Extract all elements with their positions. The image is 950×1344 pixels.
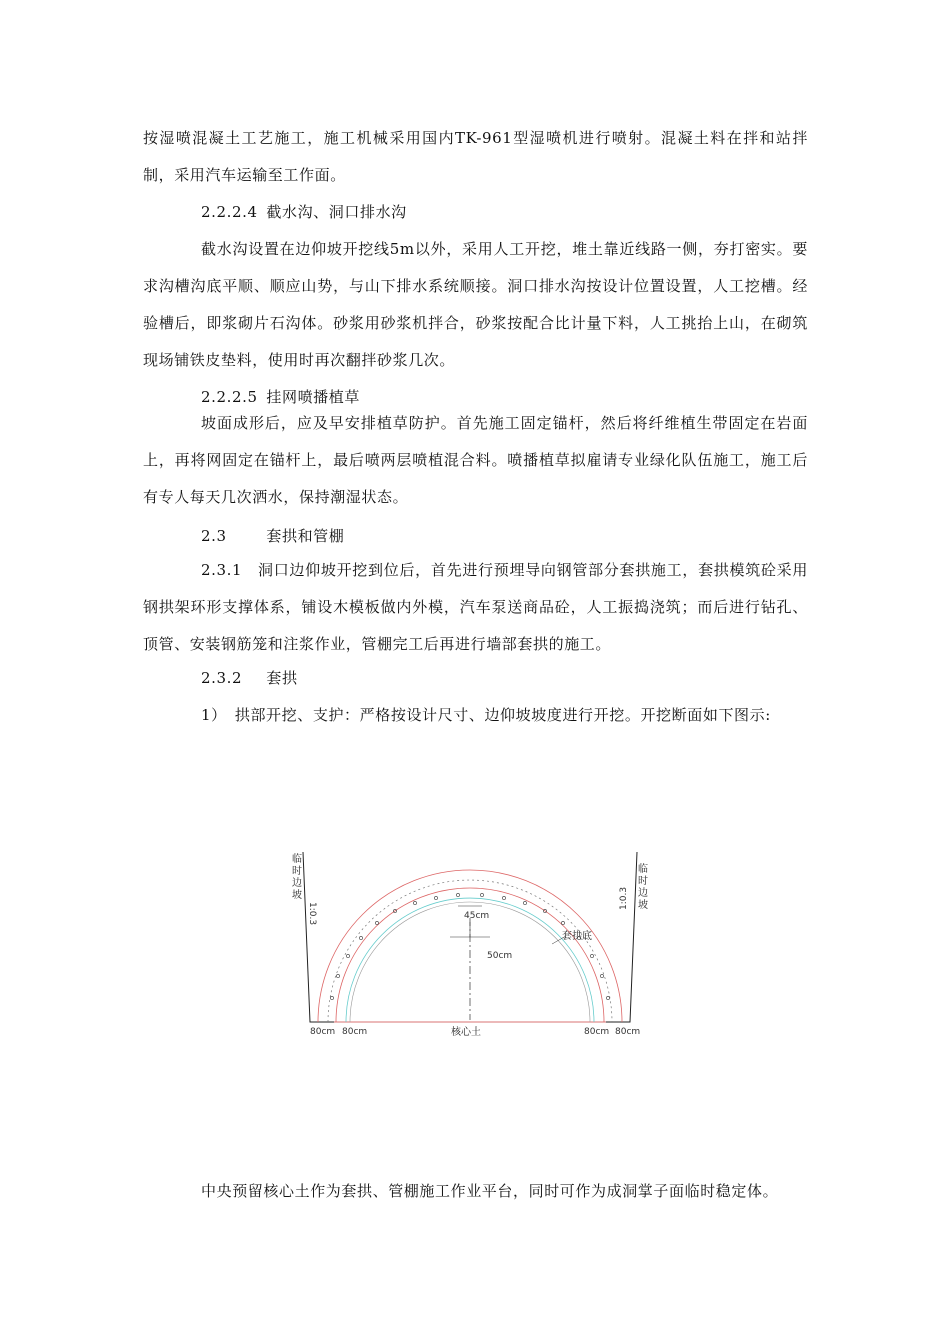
- heading-title: 挂网喷播植草: [266, 388, 360, 406]
- right-slope-label-1: 临: [638, 864, 648, 875]
- paragraph-shotcrete: 按湿喷混凝土工艺施工，施工机械采用国内TK-961型湿喷机进行喷射。混凝土料在拌和站拌制，采用汽车运输至工作面。: [143, 129, 808, 184]
- heading-2-2-2-4: [201, 194, 407, 231]
- left-slope-label-4: 坡: [292, 890, 302, 901]
- right-slope-ratio: 1:0.3: [619, 886, 629, 910]
- heading-number: 2.3.2: [201, 669, 243, 687]
- left-slope-label-3: 边: [292, 878, 302, 889]
- left-slope-ratio: 1:0.3: [307, 902, 317, 926]
- bottom-dim-left-1: 80cm: [310, 1027, 336, 1037]
- bottom-dim-left-2: 80cm: [342, 1027, 368, 1037]
- heading-title: 截水沟、洞口排水沟: [266, 203, 407, 221]
- paragraph-core-soil: 中央预留核心土作为套拱、管棚施工作业平台，同时可作为成洞掌子面临时稳定体。: [201, 1182, 779, 1200]
- middle-dimension: 50cm: [487, 951, 513, 961]
- right-slope-label-2: 时: [638, 876, 648, 887]
- heading-2-3-2: [201, 660, 298, 697]
- right-slope-label-3: 边: [638, 888, 648, 899]
- left-slope-line: [303, 852, 334, 1022]
- right-slope-line: [606, 852, 637, 1022]
- heading-number: 2.2.2.4: [201, 203, 258, 221]
- heading-number: 2.3: [201, 527, 227, 545]
- heading-number: 2.2.2.5: [201, 388, 258, 406]
- paragraph-excavation: 1） 拱部开挖、支护：严格按设计尺寸、边仰坡坡度进行开挖。开挖断面如下图示:: [201, 706, 771, 724]
- heading-title: 套拱和管棚: [266, 527, 345, 545]
- paragraph-drainage: 截水沟设置在边仰坡开挖线5m以外，采用人工开挖，堆土靠近线路一侧，夯打密实。要求沟槽沟底平顺、顺应山势，与山下排水系统顺接。洞口排水沟按设计位置设置，人工挖槽。经验槽后，即浆砌片石沟体。砂浆用砂浆机拌合，砂浆按配合比计量下料，人工挑抬上山，在砌筑现场铺铁皮垫料，使用时再次翻拌砂浆几次。: [143, 240, 808, 369]
- paragraph-grass: 坡面成形后，应及早安排植草防护。首先施工固定锚杆，然后将纤维植生带固定在岩面上，再将网固定在锚杆上，最后喷两层喷植混合料。喷播植草拟雇请专业绿化队伍施工，施工后有专人每天几次洒水，保持潮湿状态。: [143, 414, 808, 506]
- bottom-dim-right-2: 80cm: [615, 1027, 641, 1037]
- excavation-section-drawing: [270, 840, 670, 1050]
- arch-bottom-label: 套拱底: [562, 931, 592, 942]
- bottom-dim-right-1: 80cm: [584, 1027, 610, 1037]
- core-soil-label: 核心土: [451, 1027, 481, 1038]
- right-slope-label-4: 坡: [638, 900, 648, 911]
- excavation-section-figure: [270, 840, 670, 1050]
- heading-2-3: [201, 518, 344, 555]
- paragraph-2-3-1: 2.3.1 洞口边仰坡开挖到位后，首先进行预埋导向钢管部分套拱施工，套拱模筑砼采用钢拱架环形支撑体系，铺设木模板做内外模，汽车泵送商品砼，人工振捣浇筑；而后进行钻孔、顶管、安装钢筋笼和注浆作业，管棚完工后再进行墙部套拱的施工。: [143, 561, 808, 653]
- left-slope-label-2: 时: [292, 866, 302, 877]
- top-dimension: 45cm: [464, 911, 490, 921]
- left-slope-label-1: 临: [292, 854, 302, 865]
- heading-title: 套拱: [266, 669, 298, 687]
